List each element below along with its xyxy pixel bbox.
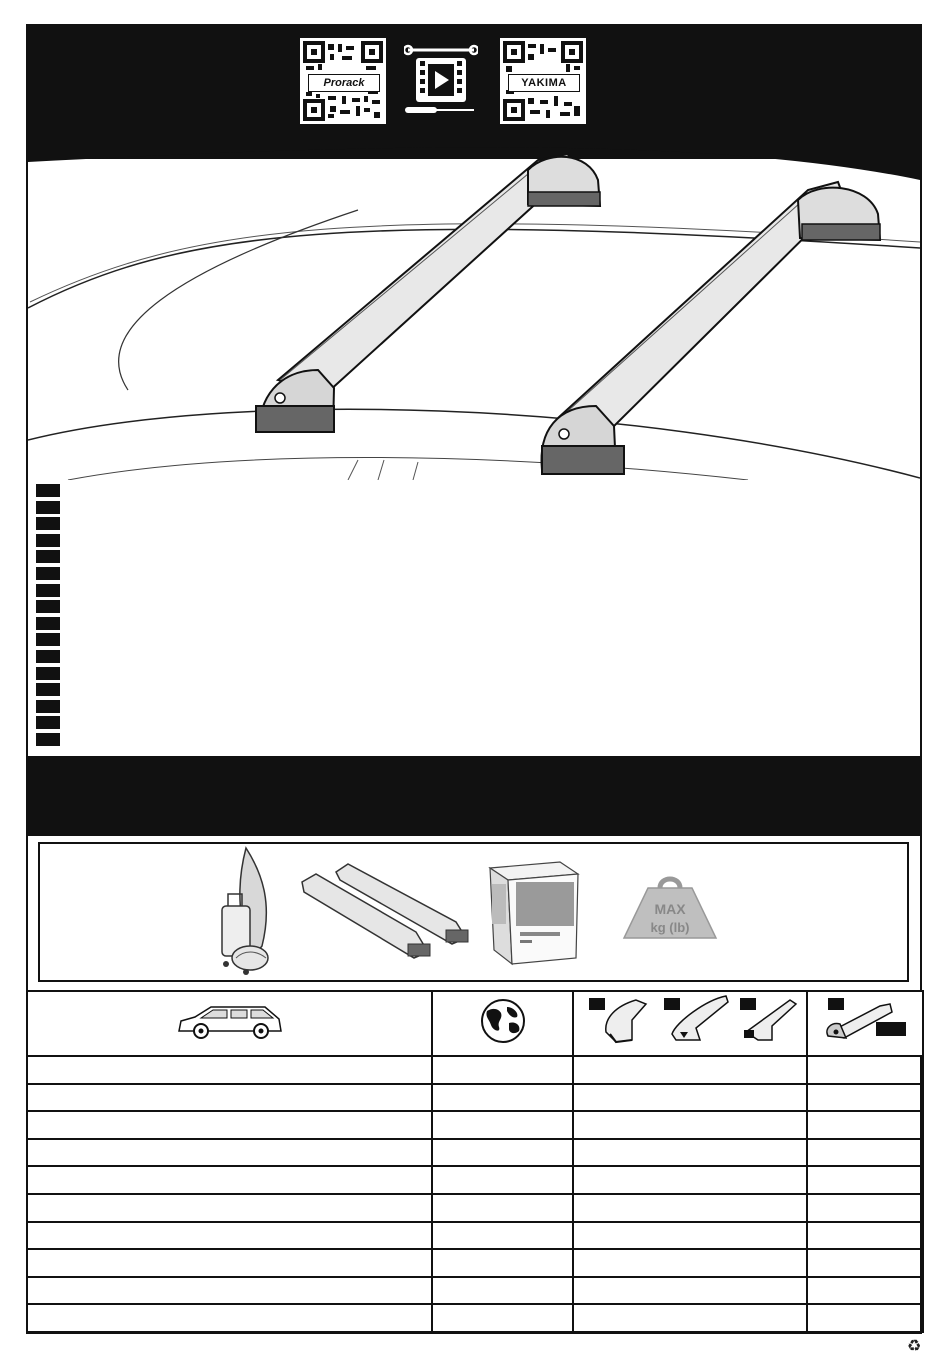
table-cell [573, 1249, 807, 1277]
language-list [36, 484, 60, 750]
table-cell [432, 1222, 573, 1250]
table-cell [27, 1166, 432, 1194]
table-cell [432, 1056, 573, 1084]
language-chip[interactable] [36, 584, 60, 597]
bar-type-badge [828, 998, 844, 1010]
table-cell [432, 1194, 573, 1222]
language-chip[interactable] [36, 534, 60, 547]
recycle-icon: ♻ [907, 1338, 922, 1355]
table-cell [573, 1056, 807, 1084]
table-cell [573, 1166, 807, 1194]
max-weight-icon [622, 874, 718, 954]
fitting-table [26, 990, 922, 1334]
bar-through-column-header [807, 991, 923, 1056]
table-cell [27, 1222, 432, 1250]
section-band [26, 756, 922, 836]
table-cell [432, 1304, 573, 1332]
table-cell [573, 1111, 807, 1139]
table-cell [27, 1056, 432, 1084]
roof-bars-pair-icon [296, 862, 472, 962]
table-row [27, 1249, 923, 1277]
table-cell [573, 1194, 807, 1222]
table-cell [432, 1249, 573, 1277]
max-weight-title: MAX [654, 901, 686, 917]
table-row [27, 1304, 923, 1332]
qr-code-left[interactable] [300, 38, 386, 124]
qr-brand-label-left: Prorack [308, 74, 380, 92]
table-cell [27, 1249, 432, 1277]
table-row [27, 1166, 923, 1194]
language-chip[interactable] [36, 667, 60, 680]
language-chip[interactable] [36, 650, 60, 663]
table-cell [573, 1139, 807, 1167]
language-chip[interactable] [36, 700, 60, 713]
bar-type-column-header [573, 991, 807, 1056]
globe-icon [479, 997, 527, 1045]
table-cell [27, 1277, 432, 1305]
fitting-kit-box-icon [486, 858, 582, 968]
table-cell [27, 1111, 432, 1139]
table-row [27, 1056, 923, 1084]
language-chip[interactable] [36, 567, 60, 580]
table-cell [432, 1084, 573, 1112]
station-wagon-car-icon [175, 1001, 285, 1041]
bar-type-badge [740, 998, 756, 1010]
language-chip[interactable] [36, 550, 60, 563]
language-chip[interactable] [36, 600, 60, 613]
table-cell [807, 1304, 923, 1332]
table-cell [573, 1277, 807, 1305]
bar-type-badge [589, 998, 605, 1010]
language-chip[interactable] [36, 733, 60, 746]
bar-type-badge [876, 1022, 906, 1036]
language-chip[interactable] [36, 501, 60, 514]
table-cell [27, 1194, 432, 1222]
bar-through-profile-icon [810, 992, 920, 1050]
table-cell [573, 1222, 807, 1250]
table-row [27, 1194, 923, 1222]
table-cell [807, 1249, 923, 1277]
qr-code-right[interactable] [500, 38, 586, 124]
vehicle-column-header [27, 991, 432, 1056]
region-column-header [432, 991, 573, 1056]
language-chip[interactable] [36, 484, 60, 497]
language-chip[interactable] [36, 517, 60, 530]
table-cell [807, 1277, 923, 1305]
language-chip[interactable] [36, 633, 60, 646]
table-row [27, 1084, 923, 1112]
max-weight-unit: kg (lb) [650, 920, 690, 935]
table-cell [432, 1111, 573, 1139]
table-cell [807, 1194, 923, 1222]
language-chip[interactable] [36, 683, 60, 696]
table-row [27, 1139, 923, 1167]
table-cell [573, 1304, 807, 1332]
table-cell [807, 1139, 923, 1167]
language-chip[interactable] [36, 716, 60, 729]
bar-profiles-icon [576, 992, 804, 1050]
table-cell [807, 1222, 923, 1250]
table-cell [807, 1111, 923, 1139]
roof-bars-on-car-illustration [28, 130, 920, 480]
table-cell [27, 1139, 432, 1167]
video-instructions-button[interactable] [404, 42, 478, 118]
table-row [27, 1222, 923, 1250]
package-contents-box [38, 842, 909, 982]
table-cell [432, 1139, 573, 1167]
table-cell [27, 1084, 432, 1112]
table-cell [807, 1056, 923, 1084]
table-cell [807, 1084, 923, 1112]
table-cell [27, 1304, 432, 1332]
table-cell [432, 1166, 573, 1194]
table-row [27, 1111, 923, 1139]
table-cell [807, 1166, 923, 1194]
language-chip[interactable] [36, 617, 60, 630]
qr-brand-label-right: YAKIMA [508, 74, 580, 92]
table-cell [432, 1277, 573, 1305]
table-row [27, 1277, 923, 1305]
bar-type-badge [664, 998, 680, 1010]
table-cell [573, 1084, 807, 1112]
luggage-surfboard-icon [216, 846, 286, 980]
hero-illustration [28, 130, 920, 480]
video-play-icon [404, 42, 478, 118]
